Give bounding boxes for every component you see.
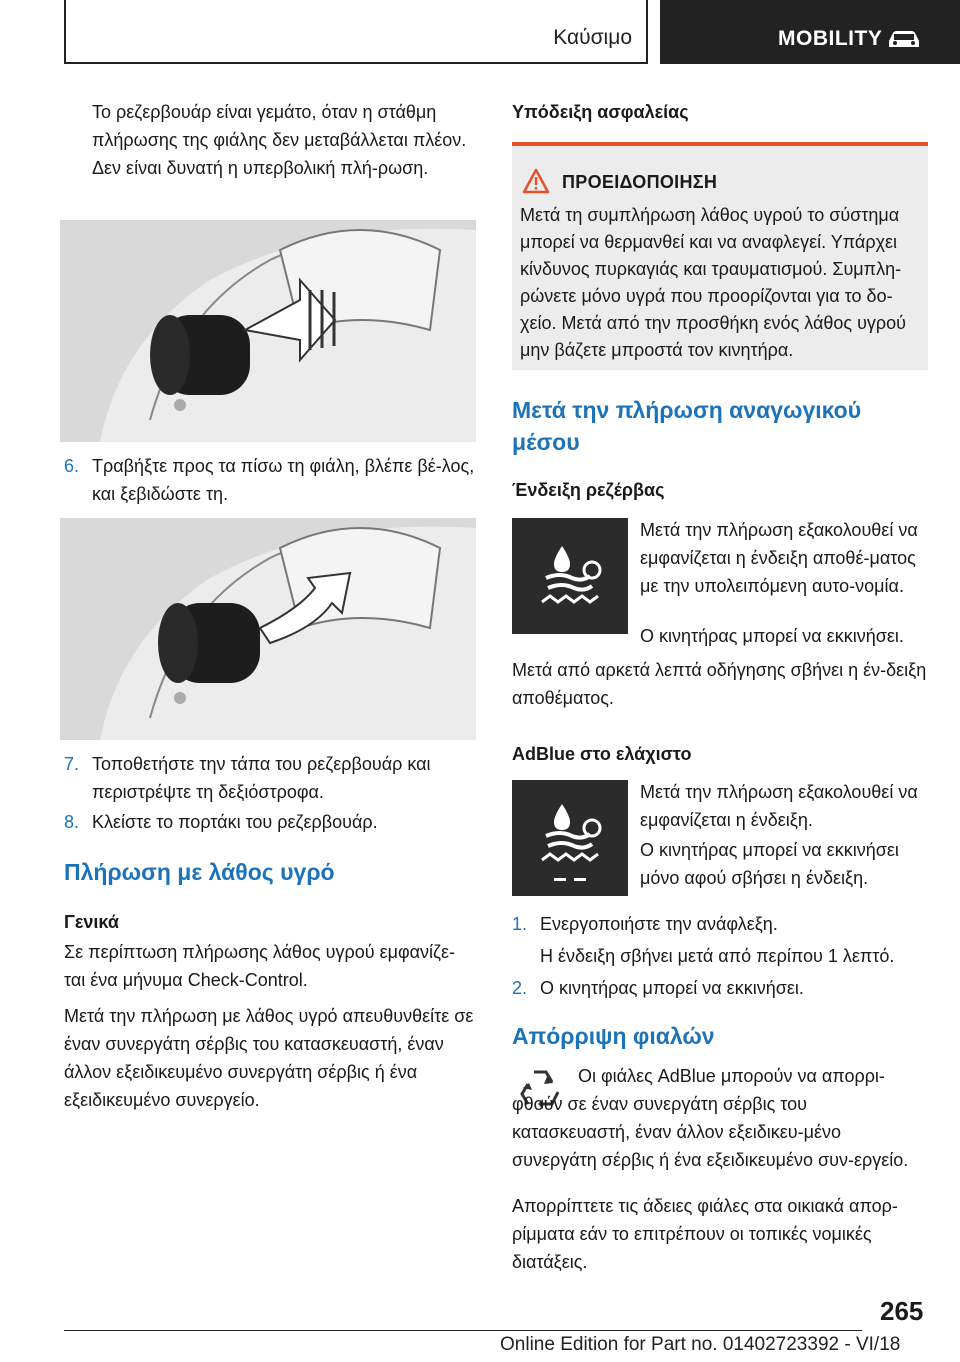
general-paragraph-2 <box>64 1002 476 1114</box>
heading-reserve: Ένδειξη ρεζέρβας <box>512 480 665 500</box>
header-section-box <box>64 0 648 64</box>
fuel-filler-image-pull <box>60 220 476 442</box>
general-paragraph-1 <box>64 938 476 994</box>
step-number: 6. <box>64 456 80 476</box>
step-6 <box>64 452 476 508</box>
step-text: Κλείστε το πορτάκι του ρεζερβουάρ. <box>92 812 378 832</box>
step-text: Τοποθετήστε την τάπα του ρεζερβουάρ και περιστρέψτε τη δεξιόστροφα. <box>92 754 431 802</box>
header-chapter-title: MOBILITY <box>778 27 883 50</box>
heading-after-refill: Μετά την πλήρωση αναγωγικού μέσου <box>512 397 862 455</box>
minimum-text-2: Ο κινητήρας μπορεί να εκκινήσει μόνο αφού σβήσει η ένδειξη. <box>640 840 899 888</box>
step-text: Ενεργοποιήστε την ανάφλεξη. <box>540 914 778 934</box>
disposal-paragraph-1 <box>512 1062 928 1174</box>
footer-divider <box>64 1330 862 1331</box>
car-icon <box>886 28 922 50</box>
step-text: Τραβήξτε προς τα πίσω τη φιάλη, βλέπε βέ-λος, και ξεβιδώστε τη. <box>92 456 475 504</box>
min-step-2 <box>512 974 928 1002</box>
adblue-reserve-icon <box>512 518 628 634</box>
disposal-text-1: Οι φιάλες AdBlue μπορούν να απορρι-φθούν σε έναν συνεργάτη σέρβις του κατασκευαστή, έναν άλλον εξειδικευ-μένο συνεργάτη σέρβις ή ένα εξειδικευμένο συν-εργείο. <box>512 1066 909 1170</box>
adblue-minimum-icon <box>512 780 628 896</box>
minimum-text-1: Μετά την πλήρωση εξακολουθεί να εμφανίζεται η ένδειξη. <box>640 782 918 830</box>
general-text-1: Σε περίπτωση πλήρωσης λάθος υγρού εμφανίζε-ται ένα μήνυμα Check-Control. <box>64 942 455 990</box>
disposal-paragraph-2 <box>512 1192 928 1276</box>
heading-adblue-min: AdBlue στο ελάχιστο <box>512 744 692 764</box>
reserve-text-3: Μετά από αρκετά λεπτά οδήγησης σβήνει η έν-δειξη αποθέματος. <box>512 660 927 708</box>
safety-note-title: Υπόδειξη ασφαλείας <box>512 102 689 122</box>
header-section-title: Καύσιμο <box>553 26 632 49</box>
edition-note: Online Edition for Part no. 01402723392 - VI/18 <box>500 1334 901 1355</box>
warning-text: Μετά τη συμπλήρωση λάθος υγρού το σύστημα μπορεί να θερμανθεί και να αναφλεγεί. Υπάρχει κίνδυνος πυρκαγιάς και τραυματισμού. Συμπλη-ρώνετε μόνο υγρά που προορίζονται για το δο-χείο. Μετά από την προσθήκη ενός λάθος υγρού μην βάζετε μπροστά τον κινητήρα. <box>520 205 907 360</box>
intro-text: Το ρεζερβουάρ είναι γεμάτο, όταν η στάθμη πλήρωσης της φιάλης δεν μεταβάλλεται πλέον. Δεν είναι δυνατή η υπερβολική πλή-ρωση. <box>92 102 467 178</box>
reserve-paragraph-2 <box>640 622 928 650</box>
step-number: 7. <box>64 754 80 774</box>
minimum-paragraph-1 <box>640 778 928 834</box>
reserve-text-2: Ο κινητήρας μπορεί να εκκινήσει. <box>640 626 904 646</box>
fuel-filler-image-screw <box>60 518 476 740</box>
warning-triangle-icon <box>522 168 550 194</box>
heading-disposal: Απόρριψη φιαλών <box>512 1023 715 1049</box>
heading-wrong-fluid: Πλήρωση με λάθος υγρό <box>64 859 335 885</box>
step-number: 1. <box>512 914 528 934</box>
reserve-text-1: Μετά την πλήρωση εξακολουθεί να εμφανίζεται η ένδειξη αποθέ-ματος με την υπολειπόμενη αυτο-νομία. <box>640 520 918 596</box>
reserve-paragraph-3 <box>512 656 928 712</box>
header-chapter-box <box>660 0 960 64</box>
min-step-1-result <box>512 942 928 970</box>
page-number: 265 <box>880 1296 924 1326</box>
disposal-text-2: Απορρίπτετε τις άδειες φιάλες στα οικιακά απορ-ρίμματα εάν το επιτρέπουν οι τοπικές νομικές διατάξεις. <box>512 1196 898 1272</box>
general-text-2: Μετά την πλήρωση με λάθος υγρό απευθυνθείτε σε έναν συνεργάτη σέρβις του κατασκευαστή, έναν άλλον εξειδικευμένο συνεργάτη σέρβις ή ένα εξειδικευμένο συνεργείο. <box>64 1006 474 1110</box>
min-step-1 <box>512 910 928 938</box>
step-8 <box>64 808 476 836</box>
step-result-text: Η ένδειξη σβήνει μετά από περίπου 1 λεπτό. <box>540 946 895 966</box>
step-text: Ο κινητήρας μπορεί να εκκινήσει. <box>540 978 804 998</box>
step-number: 8. <box>64 812 80 832</box>
step-number: 2. <box>512 978 528 998</box>
intro-paragraph <box>92 98 476 182</box>
heading-general: Γενικά <box>64 912 119 932</box>
warning-box <box>512 142 928 370</box>
minimum-paragraph-2 <box>640 836 928 892</box>
step-7 <box>64 750 476 806</box>
warning-heading: ΠΡΟΕΙΔΟΠΟΙΗΣΗ <box>562 172 718 192</box>
reserve-paragraph-1 <box>640 516 928 600</box>
